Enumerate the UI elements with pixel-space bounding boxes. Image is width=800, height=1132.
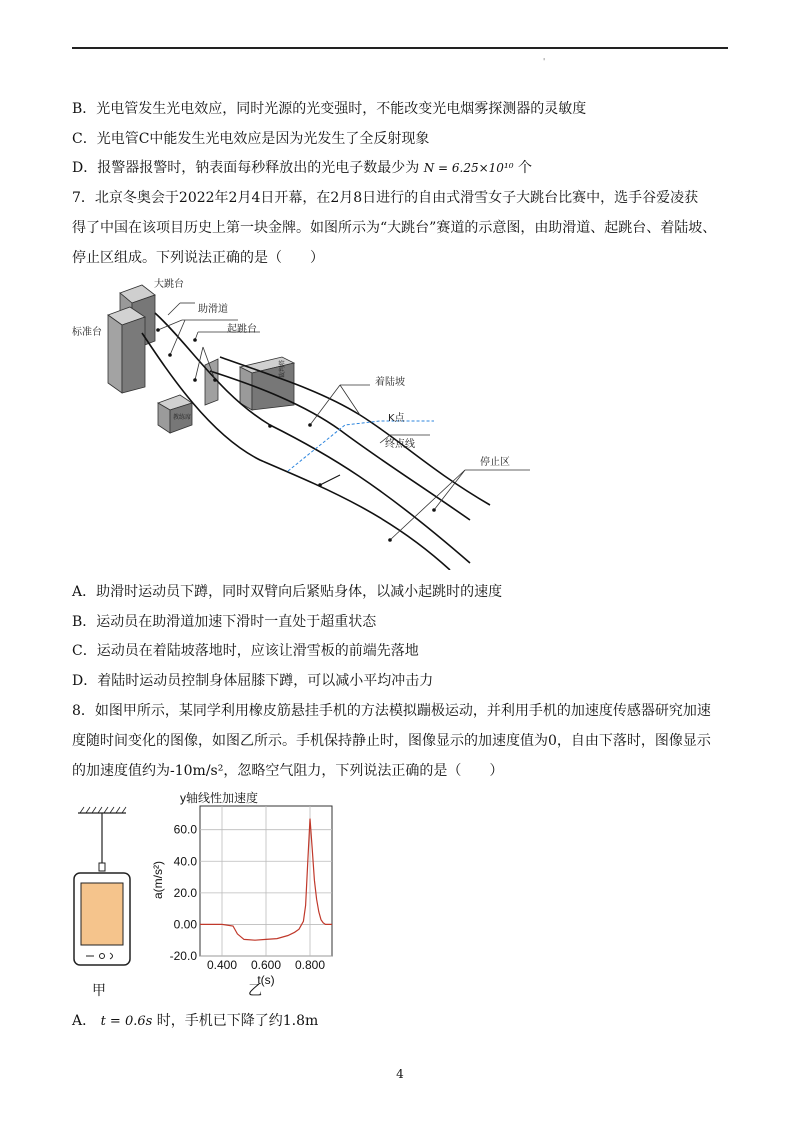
chart-x-ticks [207,958,325,972]
q7-option-b: B．运动员在助滑道加速下滑时一直处于超重状态 [72,614,377,630]
chart-y-tick-label: 40.0 [173,854,197,869]
phone-figure [70,805,140,975]
label-standard: 标准台 [72,327,102,338]
label-judge2: 教练席 [173,414,192,421]
label-landing: 着陆坡 [375,377,405,388]
q6-formula: N = 6.25×10¹⁰ [423,161,514,175]
q8-option-a [72,1012,732,1031]
q7-option-d: D．着陆时运动员控制身体屈膝下蹲，可以减小平均冲击力 [72,673,434,689]
q8-stem-line1: 8．如图甲所示，某同学利用橡皮筋悬挂手机的方法模拟蹦极运动，并利用手机的加速度传感器研究加速 [72,703,711,719]
header-mark: ' [543,57,546,66]
chart-caption: 乙 [248,983,262,999]
ski-jump-diagram [70,275,540,570]
chart-x-label: t(s) [257,973,275,987]
page-number: 4 [396,1067,404,1081]
q6-option-c: C．光电管C中能发生光电效应是因为光发生了全反射现象 [72,131,430,147]
q7-option-a: A．助滑时运动员下蹲，同时双臂向后紧贴身体，以减小起跳时的速度 [72,584,503,600]
q6-option-d [72,159,732,177]
q7-option-c: C．运动员在着陆坡落地时，应该让滑雪板的前端先落地 [72,643,419,659]
chart-y-ticks [170,823,198,963]
label-judge1: 裁判塔 [279,359,286,378]
chart-title: y轴线性加速度 [180,791,259,805]
chart-x-tick-label: 0.400 [206,958,238,972]
q8-option-a-label: A． [72,1013,97,1029]
q6-option-d-unit: 个 [518,160,532,176]
acceleration-chart [150,788,340,988]
label-stop-area: 停止区 [480,457,510,468]
chart-y-label: a(m/s²) [151,861,165,899]
phone-caption: 甲 [92,983,106,999]
label-inrun: 助滑道 [198,304,228,315]
q7-stem-line1: 7．北京冬奥会于2022年2月4日开幕，在2月8日进行的自由式滑雪女子大跳台比赛中，选手谷爱凌获 [72,190,699,206]
label-takeoff: 起跳台 [227,324,257,335]
chart-x-tick-label: 0.600 [250,958,282,972]
label-big-jump: 大跳台 [154,279,184,290]
chart-x-tick-label: 0.800 [294,958,326,972]
header-rule [72,47,728,49]
q8-formula: t = 0.6s [100,1014,153,1029]
q6-option-d-text: D．报警器报警时，钠表面每秒释放出的光电子数最少为 [72,160,420,176]
q6-option-b: B．光电管发生光电效应，同时光源的光变强时，不能改变光电烟雾探测器的灵敏度 [72,101,587,117]
q7-stem-line2: 得了中国在该项目历史上第一块金牌。如图所示为“大跳台”赛道的示意图，由助滑道、起跳台、着陆坡、 [72,220,717,236]
chart-y-tick-label: -20.0 [169,949,197,963]
q8-stem-line3: 的加速度值约为-10m/s²，忽略空气阻力，下列说法正确的是（ ） [72,763,504,779]
q8-option-a-text: 时，手机已下降了约1.8m [156,1013,319,1029]
q7-stem-line3: 停止区组成。下列说法正确的是（ ） [72,250,324,266]
chart-y-tick-label: 20.0 [173,885,197,900]
chart-y-tick-label: 60.0 [173,822,197,837]
label-finish: 终点线 [385,439,415,450]
label-k-point: K点 [388,413,405,424]
q8-stem-line2: 度随时间变化的图像，如图乙所示。手机保持静止时，图像显示的加速度值为0，自由下落时，图像显示 [72,733,711,749]
chart-y-tick-label: 0.00 [173,917,197,932]
